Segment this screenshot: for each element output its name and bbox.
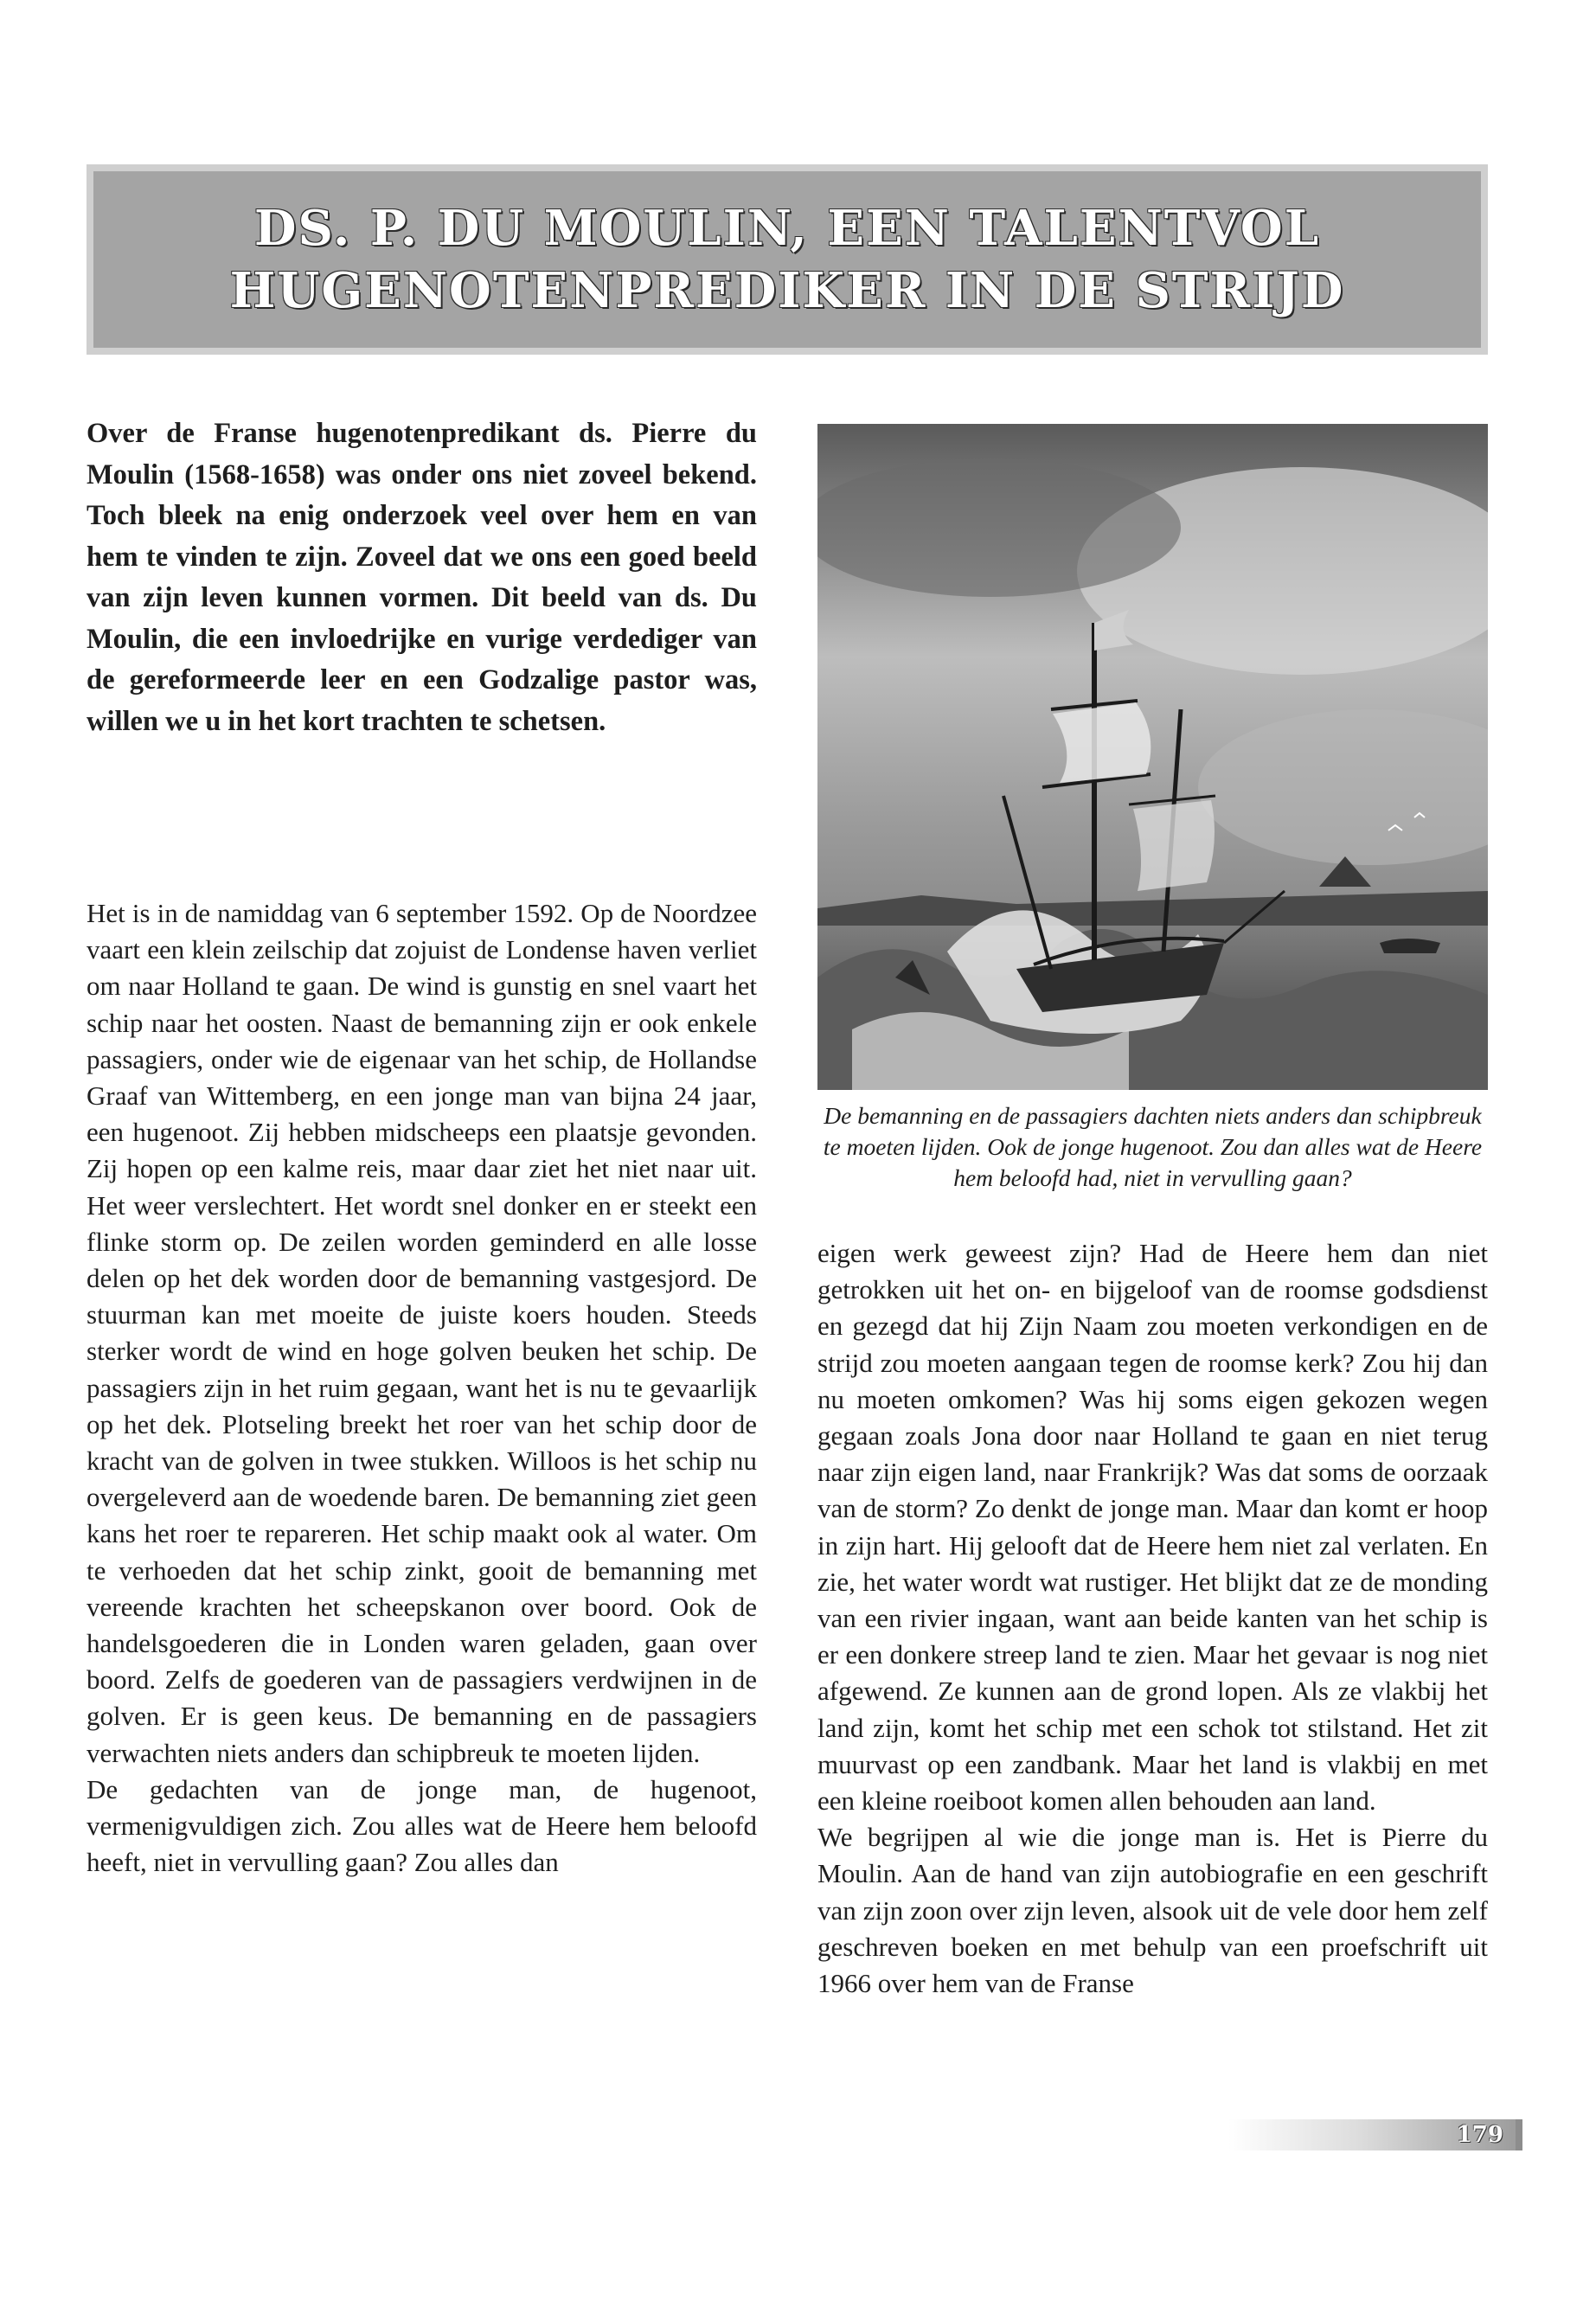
- right-paragraph-2: We begrijpen al wie die jonge man is. Het is Pierre du Moulin. Aan de hand van zijn autobiografie en een geschrift van zijn zoon over zijn leven, alsook uit de vele door hem zelf geschreven boeken en met behulp van een proefschrift uit 1966 over hem van de Franse: [817, 1822, 1488, 1999]
- title-banner-inner: [93, 171, 1481, 348]
- right-column: [817, 1235, 1488, 2002]
- page-number-tab: [1516, 2119, 1522, 2150]
- page-title-line-2: HUGENOTENPREDIKER IN DE STRIJD: [229, 262, 1345, 319]
- intro-paragraph: [87, 413, 757, 742]
- intro-text: Over de Franse hugenotenpredikant ds. Pierre du Moulin (1568-1658) was onder ons niet zoveel bekend. Toch bleek na enig onderzoek veel over hem en van hem te vinden te zijn. Zoveel dat we ons een goed beeld van zijn leven kunnen vormen. Dit beeld van ds. Du Moulin, die een invloedrijke en vurige verdediger van de gereformeerde leer en een Godzalige pastor was, willen we u in het kort trachten te schetsen.: [87, 418, 757, 737]
- left-paragraph-1: Het is in de namiddag van 6 september 1592. Op de Noordzee vaart een klein zeilschip dat zojuist de Londense haven verliet om naar Holland te gaan. De wind is gunstig en snel vaart het schip naar het oosten. Naast de bemanning zijn er ook enkele passagiers, onder wie de eigenaar van het schip, de Hollandse Graaf van Wittemberg, en een jonge man van bijna 24 jaar, een hugenoot. Zij hebben midscheeps een plaatsje gevonden. Zij hopen op een kalme reis, maar daar ziet het niet naar uit. Het weer verslechtert. Het wordt snel donker en er steekt een flinke storm op. De zeilen worden geminderd en alle losse delen op het dek worden door de bemanning vastgesjord. De stuurman kan met moeite de juiste koers houden. Steeds sterker wordt de wind en hoge golven beuken het schip. De passagiers zijn in het ruim gegaan, want het is nu te gevaarlijk op het dek. Plotseling breekt het roer van het schip door de kracht van de golven in twee stukken. Willoos is het schip nu overgeleverd aan de woedende baren. De bemanning ziet geen kans het roer te repareren. Het schip maakt ook al water. Om te verhoeden dat het schip zinkt, gooit de bemanning met vereende krachten het scheepskanon over boord. Ook de handelsgoederen die in Londen waren geladen, gaan over boord. Zelfs de goederen van de passagiers verdwijnen in de golven. Er is geen keus. De bemanning en de passagiers verwachten niets anders dan schipbreuk te moeten lijden.: [87, 898, 757, 1768]
- title-banner: [87, 164, 1488, 355]
- page-number-bar: [1228, 2119, 1522, 2150]
- figure-caption: De bemanning en de passagiers dachten niets anders dan schipbreuk te moeten lijden. Ook de jonge hugenoot. Zou dan alles wat de Heere hem beloofd had, niet in vervulling gaan?: [823, 1102, 1483, 1191]
- right-paragraph-1: eigen werk geweest zijn? Had de Heere hem dan niet getrokken uit het on- en bijgeloof van de roomse godsdienst en gezegd dat hij Zijn Naam zou moeten verkondigen en de strijd zou moeten aangaan tegen de roomse kerk? Zou hij dan nu moeten omkomen? Was hij soms eigen gekozen wegen gegaan zoals Jona door naar Holland te gaan en niet terug naar zijn eigen land, naar Frankrijk? Was dat soms de oorzaak van de storm? Zo denkt de jonge man. Maar dan komt er hoop in zijn hart. Hij gelooft dat de Heere hem niet zal verlaten. En zie, het water wordt wat rustiger. Het blijkt dat ze de monding van een rivier ingaan, want aan beide kanten van het schip is er een donkere streep land te zien. Maar het gevaar is nog niet afgewend. Ze kunnen aan de grond lopen. Als ze vlakbij het land zijn, komt het schip met een schok tot stilstand. Het zit muurvast op een zandbank. Maar het land is vlakbij en met een kleine roeiboot komen allen behouden aan land.: [817, 1238, 1488, 1817]
- page-title-line-1: DS. P. DU MOULIN, EEN TALENTVOL: [253, 200, 1321, 257]
- page-number: 179: [1456, 2122, 1503, 2148]
- ship-storm-illustration: [817, 424, 1488, 1090]
- left-paragraph-2: De gedachten van de jonge man, de hugenoot, vermenigvuldigen zich. Zou alles wat de Heere hem beloofd heeft, niet in vervulling gaan? Zou alles dan: [87, 1773, 757, 1878]
- left-column: [87, 895, 757, 1881]
